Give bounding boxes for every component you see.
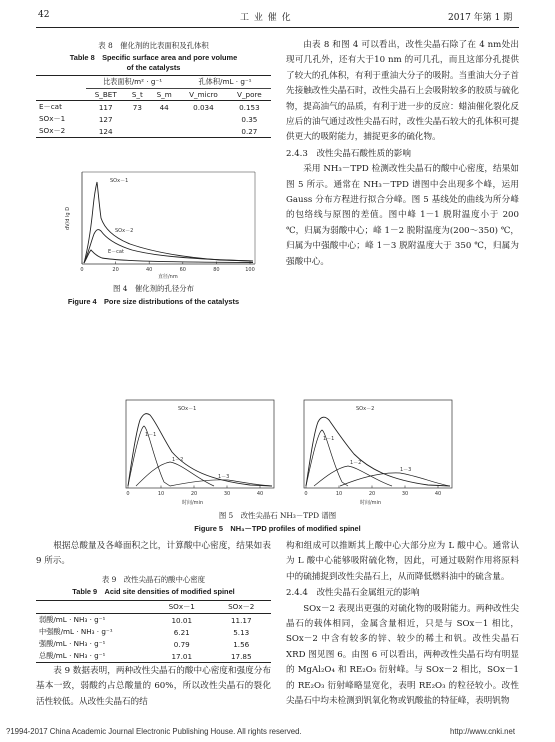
x-tick-label: 40: [434, 491, 442, 497]
peak-label-1-1: 1－1: [145, 432, 157, 438]
table8-sub: S_t: [131, 90, 143, 99]
table8-header-surface: 比表面积/m² · g⁻¹: [86, 76, 179, 89]
figure4-caption: [36, 283, 271, 307]
table9-title-en: Table 9 Acid site densities of modified spinel: [72, 587, 235, 596]
table8-cell: [125, 113, 149, 125]
table8-row-label: E－cat: [39, 102, 62, 111]
figure5-caption-cn: 图 5 改性尖晶石 NH₃－TPD 谱图: [218, 511, 337, 520]
table9-col-header: SOx－1: [168, 602, 195, 611]
table9-col-header: SOx－2: [228, 602, 255, 611]
x-tick-label: 30: [223, 491, 231, 497]
table8-cell: [149, 125, 179, 138]
table8-cell: [179, 125, 228, 138]
table8-sub: V_micro: [189, 90, 218, 99]
right-column-top: [286, 38, 519, 270]
figure4-xlabel: 直径/nm: [158, 274, 178, 280]
figure5-caption-en: Figure 5 NH₃－TPD profiles of modified spinel: [194, 524, 361, 533]
x-tick-label: 20: [368, 491, 376, 497]
x-tick-label: 10: [157, 491, 165, 497]
table8-cell: 44: [159, 102, 169, 112]
table8-row-label: SOx－2: [39, 126, 66, 135]
table8-block: [36, 40, 271, 138]
peak-label-1-2: 1－2: [172, 457, 184, 463]
table9-cell: 6.21: [173, 627, 190, 637]
table9-cell: 10.01: [171, 615, 193, 625]
table9-row-label: 总酸/mL · NH₃ · g⁻¹: [39, 651, 106, 660]
x-tick-label: 0: [80, 267, 84, 273]
table8: [36, 75, 271, 138]
table8-cell: 0.034: [193, 102, 214, 112]
footer-url[interactable]: http://www.cnki.net: [450, 727, 516, 736]
x-tick-label: 40: [146, 267, 153, 273]
table8-cell: [125, 125, 149, 138]
figure4-label-sox1: SOx－1: [110, 178, 129, 184]
table8-title-cn: 表 8 催化剂的比表面积及孔体积: [98, 41, 209, 50]
table9-row-label: 弱酸/mL · NH₃ · g⁻¹: [39, 615, 106, 624]
section-heading: 2.4.3 改性尖晶石酸性质的影响: [286, 148, 411, 159]
table8-cell: 124: [98, 126, 113, 136]
peak-label-1-3: 1－3: [218, 474, 230, 480]
table9-cell: 11.17: [230, 615, 252, 625]
x-tick-label: 30: [401, 491, 409, 497]
table9-cell: 17.01: [171, 651, 193, 661]
x-tick-label: 0: [304, 491, 308, 497]
paragraph: 表 9 数据表明，两种改性尖晶石的酸中心密度和强度分布基本一致，弱酸约占总酸量的 60%，所以改性尖晶石的裂化活性较低。从改性尖晶石的结: [36, 666, 271, 707]
table8-title-en-2: of the catalysts: [126, 63, 181, 72]
table8-cell: 0.35: [241, 114, 258, 124]
x-tick-label: 20: [112, 267, 119, 273]
sox2-curve: [84, 230, 253, 263]
issue-label: 2017 年第 1 期: [448, 13, 513, 23]
sox1-peak-1-2: [136, 462, 214, 486]
figure4-label-sox2: SOx－2: [115, 228, 134, 234]
figure5-left-title: SOx－1: [178, 406, 197, 412]
table9-title-cn: 表 9 改性尖晶石的酸中心密度: [101, 575, 206, 584]
figure4-ylabel: dV/d lg D: [65, 206, 71, 230]
sox1-envelope-curve: [128, 414, 272, 486]
paragraph: 根据总酸量及各峰面积之比，计算酸中心密度，结果如表 9 所示。: [36, 541, 271, 567]
figure5-right-xlabel: 时间/min: [360, 500, 382, 506]
table8-cell: 117: [98, 102, 113, 112]
table9-cell: 0.79: [173, 639, 190, 649]
x-tick-label: 0: [126, 491, 130, 497]
figure5-left-xlabel: 时间/min: [182, 500, 204, 506]
table9-block: [36, 574, 271, 663]
left-column-bottom: [36, 539, 271, 570]
x-tick-label: 80: [213, 267, 220, 273]
table8-cell: 0.153: [239, 102, 260, 112]
left-column-final: [36, 664, 271, 710]
table8-cell: 73: [132, 102, 142, 112]
x-tick-label: 100: [245, 267, 255, 273]
peak-label-1-2: 1－2: [350, 460, 362, 466]
footer-copyright: ?1994-2017 China Academic Journal Electronic Publishing House. All rights reserved.: [6, 727, 302, 736]
table8-cell: [179, 113, 228, 125]
table8-header-pore: 孔体积/mL · g⁻¹: [179, 76, 271, 89]
x-tick-label: 20: [190, 491, 198, 497]
figure4-caption-cn: 图 4 催化剂的孔径分布: [113, 284, 194, 293]
journal-title: 工 业 催 化: [240, 13, 292, 23]
table8-sub: S_BET: [94, 90, 117, 99]
figure5-caption: [36, 510, 519, 534]
page-number: 42: [38, 10, 50, 20]
table8-title-en: Table 8 Specific surface area and pore volume: [69, 53, 238, 62]
peak-label-1-3: 1－3: [400, 467, 412, 473]
figure4-caption-en: Figure 4 Pore size distributions of the catalysts: [67, 297, 240, 306]
right-column-bottom: [286, 539, 519, 709]
figure5-right-chart: [288, 398, 456, 506]
figure5-left-chart: [110, 398, 278, 506]
table8-sub: S_m: [156, 90, 172, 99]
table9-row-label: 中强酸/mL · NH₃ · g⁻¹: [39, 627, 113, 636]
paragraph: 构和组成可以推断其上酸中心大部分应为 L 酸中心。通常认为 L 酸中心能够吸附硫化物，因此，可通过吸附作用将原料中的硫捕捉到改性尖晶石上，从而降低燃料油中的硫含量。: [286, 541, 519, 582]
x-tick-label: 40: [256, 491, 264, 497]
table8-cell: 0.27: [241, 126, 258, 136]
table9-cell: 1.56: [233, 639, 250, 649]
paragraph: 采用 NH₃－TPD 检测改性尖晶石的酸中心密度，结果如图 5 所示。通常在 NH₃－TPD 谱图中会出现多个峰，运用 Gauss 分布方程进行拟合分峰。图 5 基线处的曲线为所分峰的包络线与原图的差值。图中峰 1－1 脱附温度小于 200 ℃，归属为弱酸中心；峰 1－2 脱附温度为(200～350) ℃，归属为中强酸中心；峰 1－3 脱附温度大于 350 ℃，归属为强酸中心。: [286, 164, 519, 267]
table8-row-label: SOx－1: [39, 114, 66, 123]
header-rule: [36, 27, 519, 28]
table9-cell: 17.85: [230, 651, 252, 661]
peak-label-1-1: 1－1: [323, 436, 335, 442]
paragraph: 由表 8 和图 4 可以看出，改性尖晶石除了在 4 nm处出现可几孔外，还有大于10 nm 的可几孔，而且这部分孔提供了较大的孔体积，有利于重油大分子的吸附。当重油大分子首先接触改性尖晶石时，改性尖晶石上会吸附较多的胶质与硫化物，提高油气的品质，有利于进一步的反应：蜡油催化裂化反应后的油气通过改性尖晶石时，改性尖晶石较大的孔体积可提供更大的吸附能力，捕捉更多的硫化物。: [286, 40, 519, 143]
x-tick-label: 10: [335, 491, 343, 497]
paragraph: SOx－2 表现出更强的对硫化物的吸附能力。两种改性尖晶石的载体相同，金属含量相近，只是与 SOx－1 相比，SOx－2 中含有较多的锌、较少的稀土和钒。改性尖晶石 XRD 图见图 6。由图 6 可以看出，两种改性尖晶石均有明显的 MgAl₂O₄ 和 RE₂O₃ 衍射峰。与 SOx－2 相比，SOx－1 的 RE₂O₃ 衍射峰略显宽化，表明 RE₂O₃ 的粒径较小。改性尖晶石中均未检测到钒氧化物或钒酸盐的特征峰，表明钒物: [286, 603, 519, 707]
sox2-peak-1-3: [340, 473, 450, 486]
table8-cell: 127: [98, 114, 113, 124]
figure4-label-ecat: E－cat: [108, 249, 124, 255]
table9-cell: 5.13: [233, 627, 250, 637]
table8-cell: [149, 113, 179, 125]
table8-sub: V_pore: [237, 90, 262, 99]
sox2-peak-1-2: [314, 466, 392, 486]
table9-row-label: 强酸/mL · NH₃ · g⁻¹: [39, 639, 106, 648]
figure5-right-title: SOx－2: [356, 406, 375, 412]
figure4-chart: [60, 168, 260, 280]
table9: [36, 600, 271, 663]
section-heading: 2.4.4 改性尖晶石金属组元的影响: [286, 588, 420, 599]
x-tick-label: 60: [179, 267, 186, 273]
